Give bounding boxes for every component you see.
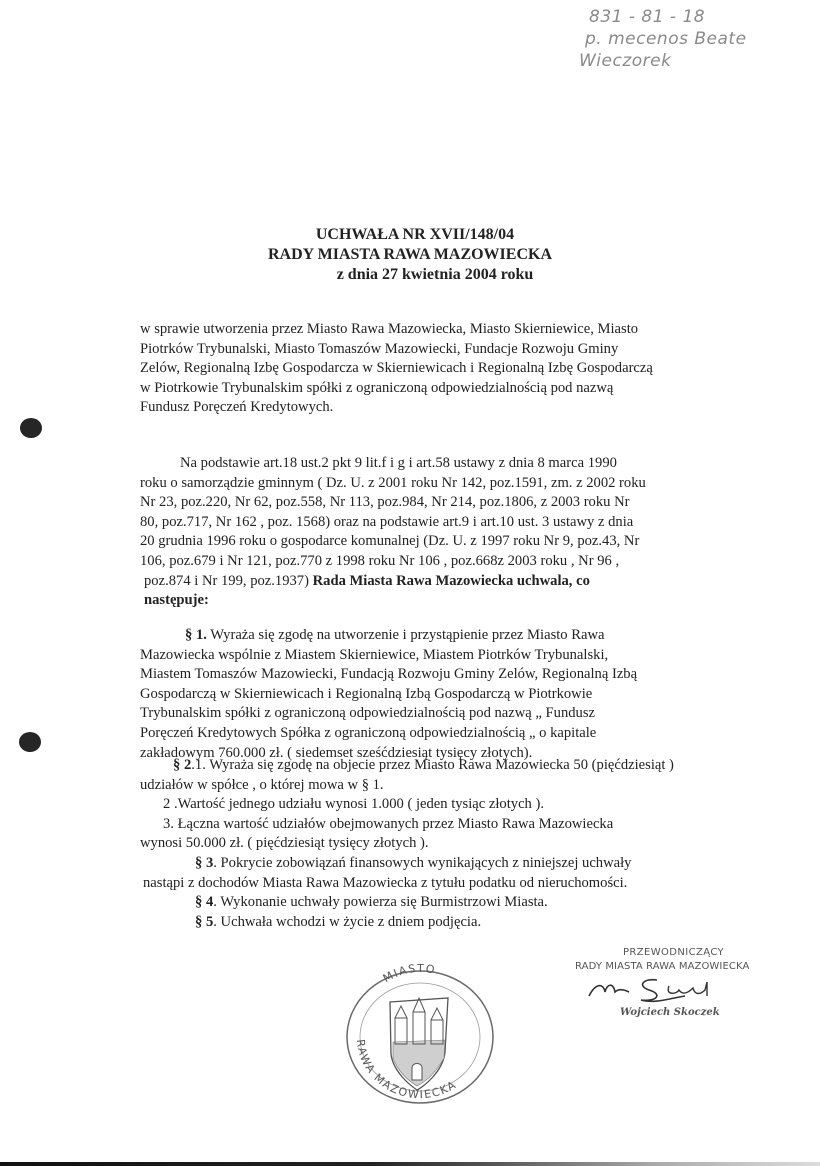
subject-line: w Piotrkowie Trybunalskim spółki z ograniczoną odpowiedzialnością pod nazwą xyxy=(140,379,614,396)
official-stamp-icon xyxy=(335,962,505,1112)
handwritten-surname: Wieczorek xyxy=(579,51,672,71)
section-text: . Uchwała wchodzi w życie z dniem podjęcia. xyxy=(213,913,482,930)
basis-line: Nr 23, poz.220, Nr 62, poz.558, Nr 113, poz.984, Nr 214, poz.1806, z 2003 roku Nr xyxy=(140,494,630,511)
section-line: Trybunalskim spółki z ograniczoną odpowiedzialnością pod nazwą „ Fundusz xyxy=(140,705,596,722)
section-3-line: nastąpi z dochodów Miasta Rawa Mazowiecka z tytułu podatku od nieruchomości. xyxy=(143,874,628,891)
handwritten-note xyxy=(579,6,785,72)
subject-line: Fundusz Poręczeń Kredytowych. xyxy=(140,399,334,416)
punch-hole-bottom xyxy=(19,732,41,752)
handwritten-signature-icon xyxy=(585,974,735,1004)
council-title: RADY MIASTA RAWA MAZOWIECKA xyxy=(575,961,750,972)
stamp-top-text: MIASTO xyxy=(380,962,438,986)
section-4 xyxy=(140,893,631,913)
section-text: . Wykonanie uchwały powierza się Burmistrzowi Miasta. xyxy=(213,894,548,911)
subject-line: w sprawie utworzenia przez Miasto Rawa Mazowiecka, Miasto Skierniewice, Miasto xyxy=(140,321,639,337)
subject-line: Piotrków Trybunalski, Miasto Tomaszów Mazowiecki, Fundacje Rozwoju Gminy xyxy=(140,340,619,357)
resolution-date: z dnia 27 kwietnia 2004 roku xyxy=(336,266,534,283)
section-line: wynosi 50.000 zł. ( pięćdziesiąt tysięcy złotych ). xyxy=(140,835,429,852)
punch-hole-top xyxy=(20,418,42,438)
basis-line: 80, poz.717, Nr 162 , poz. 1568) oraz na podstawie art.9 i art.10 ust. 3 ustawy z dnia xyxy=(140,513,634,530)
section-5 xyxy=(140,913,631,933)
handwritten-reference-number: 831 - 81 - 18 xyxy=(589,7,706,27)
section-text: . Pokrycie zobowiązań finansowych wynikających z niniejszej uchwały xyxy=(213,855,632,871)
section-line xyxy=(140,756,674,776)
scan-bottom-edge xyxy=(0,1162,820,1166)
basis-line-text: poz.874 i Nr 199, poz.1937) xyxy=(144,572,313,589)
basis-line: roku o samorządzie gminnym ( Dz. U. z 2001 roku Nr 142, poz.1591, zm. z 2002 roku xyxy=(140,474,646,491)
resolution-header xyxy=(0,225,820,285)
resolution-number: UCHWAŁA NR XVII/148/04 xyxy=(315,226,515,243)
basis-line xyxy=(140,572,646,592)
section-1 xyxy=(140,626,637,763)
section-2 xyxy=(140,756,674,854)
section-mark: § 1. xyxy=(185,627,207,643)
section-mark: § 4 xyxy=(195,894,214,911)
basis-line: 20 grudnia 1996 roku o gospodarce komunalnej (Dz. U. z 1997 roku Nr 9, poz.43, Nr xyxy=(140,533,640,550)
coat-of-arms-icon xyxy=(390,998,448,1090)
enacting-clause-end: następuje: xyxy=(144,592,209,609)
section-text: Wyraża się zgodę na utworzenie i przystąpienie przez Miasto Rawa xyxy=(206,627,605,643)
section-line xyxy=(140,626,637,646)
section-line: Poręczeń Kredytowych Spółka z ograniczoną odpowiedzialnością „ o kapitale xyxy=(140,724,597,741)
council-name: RADY MIASTA RAWA MAZOWIECKA xyxy=(267,246,553,263)
section-line: Gospodarczą w Skierniewicach i Regionalną Izbą Gospodarczą w Piotrkowie xyxy=(140,685,593,702)
signatory-name: Wojciech Skoczek xyxy=(620,1007,720,1018)
basis-line: 106, poz.679 i Nr 121, poz.770 z 1998 roku Nr 106 , poz.668z 2003 roku , Nr 96 , xyxy=(140,552,620,569)
sections-3-5 xyxy=(140,854,631,932)
section-line: udziałów w spółce , o której mowa w § 1. xyxy=(140,776,384,793)
subject-line: Zelów, Regionalną Izbę Gospodarcza w Skierniewicach i Regionalną Izbę Gospodarczą xyxy=(140,360,653,377)
basis-line xyxy=(140,591,646,611)
handwritten-addressee: p. mecenos Beate xyxy=(585,29,747,49)
basis-line: Na podstawie art.18 ust.2 pkt 9 lit.f i g i art.58 ustawy z dnia 8 marca 1990 xyxy=(180,455,617,471)
section-line: Mazowiecka wspólnie z Miastem Skierniewice, Miastem Piotrków Trybunalski, xyxy=(140,646,609,663)
section-mark: § 3 xyxy=(195,855,214,871)
section-line: 2 .Wartość jednego udziału wynosi 1.000 ( jeden tysiąc złotych ). xyxy=(163,796,544,813)
legal-basis xyxy=(140,454,646,611)
section-line: 3. Łączna wartość udziałów obejmowanych przez Miasto Rawa Mazowiecka xyxy=(163,815,614,832)
stamp-bottom-text: RAWA MAZOWIECKA xyxy=(353,1038,460,1102)
section-line: Miastem Tomaszów Mazowiecki, Fundacją Rozwoju Gminy Zelów, Regionalną Izbą xyxy=(140,666,638,683)
chairman-title: PRZEWODNICZĄCY xyxy=(623,947,725,958)
signature-block xyxy=(575,946,775,1020)
section-text: .1. Wyraża się zgodę na objecie przez Miasto Rawa Mazowiecka 50 (pięćdziesiąt ) xyxy=(191,757,674,773)
section-line: zakładowym 760.000 zł. ( siedemset sześćdziesiąt tysięcy złotych). xyxy=(140,744,533,761)
section-3-line xyxy=(140,854,631,874)
section-mark: § 2 xyxy=(173,757,192,773)
enacting-clause: Rada Miasta Rawa Mazowiecka uchwala, co xyxy=(312,572,590,589)
section-mark: § 5 xyxy=(195,913,214,930)
resolution-subject xyxy=(140,320,653,418)
